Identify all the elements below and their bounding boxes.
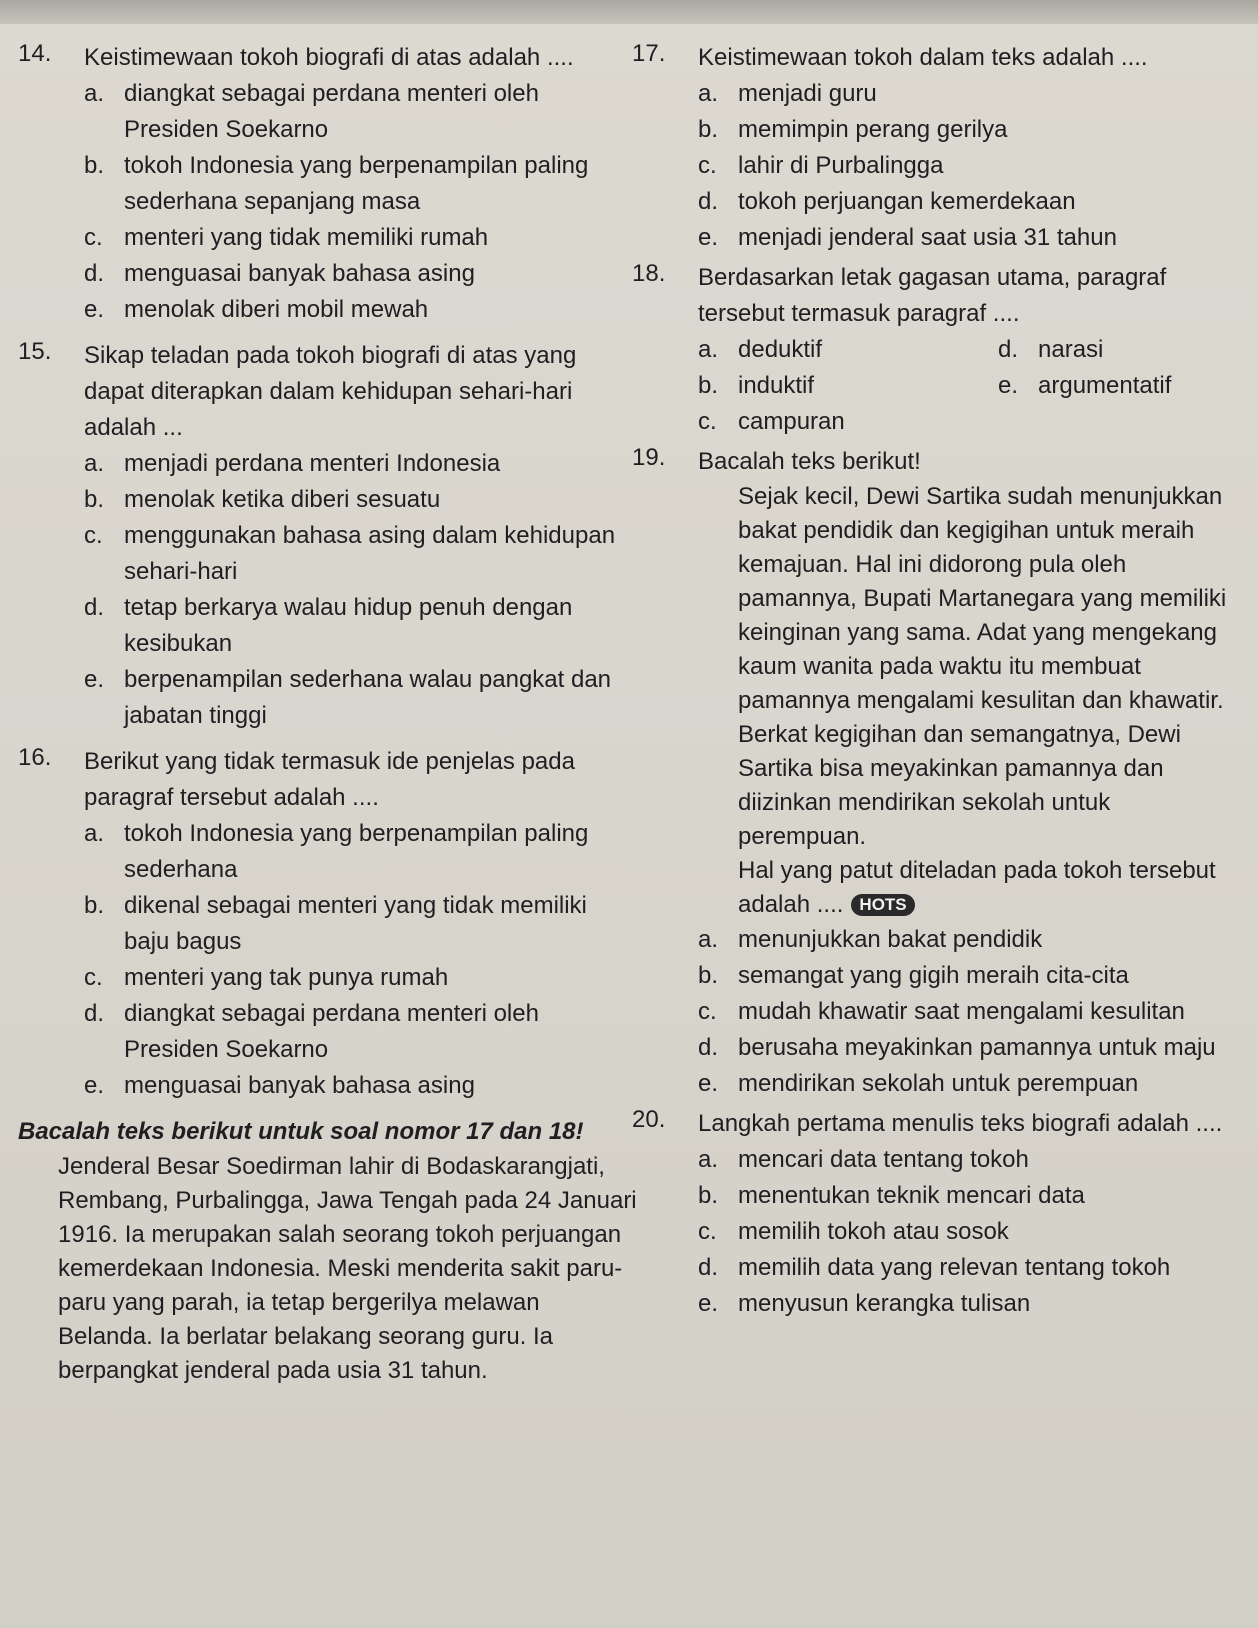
question-number: 18.: [632, 260, 666, 287]
option-e: e. menolak diberi mobil mewah: [84, 296, 429, 323]
question-18: [632, 260, 1244, 440]
question-stem: Langkah pertama menulis teks biografi adalah ....: [698, 1110, 1223, 1137]
option-c: c. menteri yang tak punya rumah: [84, 964, 449, 991]
option-a: a. menjadi perdana menteri Indonesia: [84, 450, 501, 477]
option-d: d. memilih data yang relevan tentang tokoh: [698, 1254, 1171, 1281]
option-e: e. mendirikan sekolah untuk perempuan: [698, 1070, 1139, 1097]
question-14: [18, 40, 638, 328]
passage-soedirman: Jenderal Besar Soedirman lahir di Bodaskarangjati, Rembang, Purbalingga, Jawa Tengah pada 24 Januari 1916. Ia merupakan salah seorang tokoh perjuangan kemerdekaan Indonesia. Meski menderita sakit paru-paru yang parah, ia tetap bergerilya melawan Belanda. Ia berlatar belakang seorang guru. Ia berpangkat jenderal pada usia 31 tahun.: [58, 1153, 637, 1384]
option-c: c. memilih tokoh atau sosok: [698, 1218, 1009, 1245]
option-c: c. lahir di Purbalingga: [698, 152, 944, 179]
question-stem: Berikut yang tidak termasuk ide penjelas pada paragraf tersebut adalah ....: [84, 748, 575, 811]
option-a: a. diangkat sebagai perdana menteri oleh Presiden Soekarno: [84, 80, 539, 143]
question-15: [18, 338, 638, 734]
option-b: b. menentukan teknik mencari data: [698, 1182, 1085, 1209]
option-e: e. menjadi jenderal saat usia 31 tahun: [698, 224, 1117, 251]
question-number: 20.: [632, 1106, 666, 1133]
option-b: b. memimpin perang gerilya: [698, 116, 1008, 143]
question-20: [632, 1106, 1244, 1322]
question-number: 16.: [18, 744, 52, 771]
option-e: e. menguasai banyak bahasa asing: [84, 1072, 475, 1099]
passage-dewi-sartika: Sejak kecil, Dewi Sartika sudah menunjukkan bakat pendidik dan kegigihan untuk meraih kemajuan. Hal ini didorong pula oleh pamannya, Bupati Martanegara yang memiliki keinginan yang sama. Adat yang mengekang kaum wanita pada waktu itu membuat pamannya mengalami kesulitan dan khawatir. Berkat kegigihan dan semangatnya, Dewi Sartika bisa meyakinkan pamannya dan diizinkan mendirikan sekolah untuk perempuan.: [738, 483, 1227, 850]
question-prompt: Hal yang patut diteladan pada tokoh tersebut adalah .... HOTS: [738, 857, 1216, 918]
question-stem: Sikap teladan pada tokoh biografi di atas yang dapat diterapkan dalam kehidupan sehari-hari adalah ...: [84, 342, 577, 441]
question-number: 17.: [632, 40, 666, 67]
option-d: d. berusaha meyakinkan pamannya untuk maju: [698, 1034, 1216, 1061]
question-19: [632, 444, 1244, 1102]
option-a: a. mencari data tentang tokoh: [698, 1146, 1029, 1173]
option-a: a. tokoh Indonesia yang berpenampilan paling sederhana: [84, 820, 589, 883]
option-e: e. menyusun kerangka tulisan: [698, 1290, 1031, 1317]
option-d: d. menguasai banyak bahasa asing: [84, 260, 475, 287]
question-number: 15.: [18, 338, 52, 365]
option-e: e. argumentatif: [998, 372, 1172, 399]
option-d: d. diangkat sebagai perdana menteri oleh Presiden Soekarno: [84, 1000, 539, 1063]
hots-badge: HOTS: [851, 894, 914, 916]
question-stem: Keistimewaan tokoh biografi di atas adalah ....: [84, 44, 574, 71]
option-b: b. semangat yang gigih meraih cita-cita: [698, 962, 1129, 989]
option-c: c. campuran: [698, 408, 845, 435]
question-number: 19.: [632, 444, 666, 471]
page-top-edge: [0, 0, 1258, 24]
reading-instruction: Bacalah teks berikut untuk soal nomor 17 dan 18!: [18, 1118, 584, 1145]
right-column: [632, 40, 1244, 1322]
option-d: d. narasi: [998, 336, 1104, 363]
option-c: c. menggunakan bahasa asing dalam kehidupan sehari-hari: [84, 522, 616, 585]
question-number: 14.: [18, 40, 52, 67]
question-16: [18, 744, 638, 1104]
option-d: d. tokoh perjuangan kemerdekaan: [698, 188, 1076, 215]
option-b: b. tokoh Indonesia yang berpenampilan paling sederhana sepanjang masa: [84, 152, 589, 215]
question-17: [632, 40, 1244, 256]
option-a: a. deduktif: [698, 336, 823, 363]
option-a: a. menunjukkan bakat pendidik: [698, 926, 1043, 953]
left-column: [18, 40, 638, 1388]
option-grid: [632, 332, 1244, 440]
option-b: b. dikenal sebagai menteri yang tidak memiliki baju bagus: [84, 892, 587, 955]
option-b: b. induktif: [698, 372, 815, 399]
question-stem: Berdasarkan letak gagasan utama, paragraf tersebut termasuk paragraf ....: [698, 264, 1167, 327]
option-a: a. menjadi guru: [698, 80, 877, 107]
option-d: d. tetap berkarya walau hidup penuh dengan kesibukan: [84, 594, 573, 657]
question-stem: Bacalah teks berikut!: [698, 448, 921, 475]
option-b: b. menolak ketika diberi sesuatu: [84, 486, 441, 513]
option-c: c. mudah khawatir saat mengalami kesulitan: [698, 998, 1185, 1025]
option-e: e. berpenampilan sederhana walau pangkat dan jabatan tinggi: [84, 666, 612, 729]
question-stem: Keistimewaan tokoh dalam teks adalah ....: [698, 44, 1148, 71]
option-c: c. menteri yang tidak memiliki rumah: [84, 224, 489, 251]
